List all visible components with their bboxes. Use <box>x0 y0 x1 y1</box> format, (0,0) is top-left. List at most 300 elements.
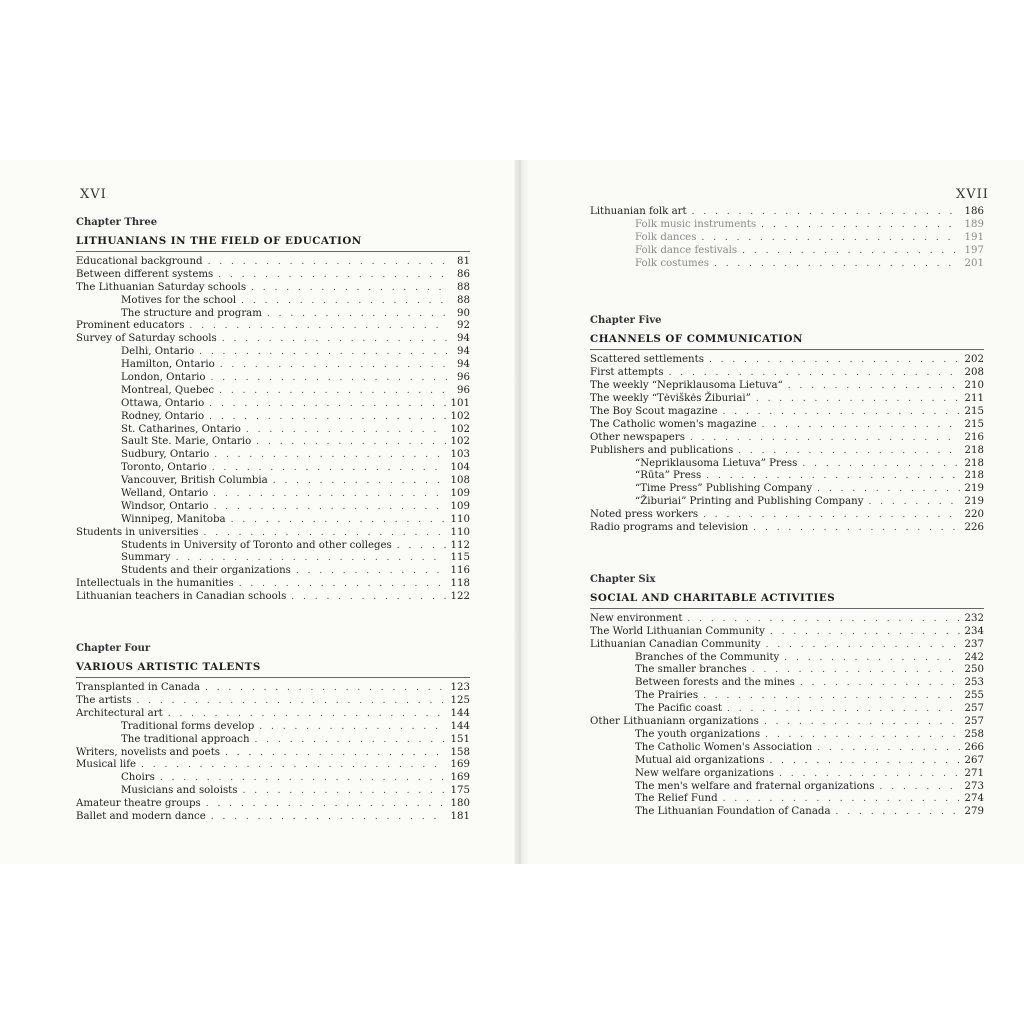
toc-entry <box>590 755 984 768</box>
dot-leader <box>214 449 445 462</box>
dot-leader <box>868 496 959 509</box>
toc-entry-page: 112 <box>450 539 470 551</box>
toc-entry-title: Windsor, Ontario <box>121 500 209 512</box>
toc-entry-title: The Catholic women's magazine <box>590 418 757 430</box>
toc-entry-page: 102 <box>450 423 470 435</box>
toc-entry-page: 116 <box>450 565 470 577</box>
dot-leader <box>742 245 959 258</box>
toc-entry-page: 90 <box>457 307 470 319</box>
toc-entry-page: 211 <box>964 393 984 405</box>
toc-entry <box>590 639 984 652</box>
toc-entry-page: 257 <box>964 716 984 728</box>
toc-entry-page: 279 <box>964 806 984 818</box>
toc-entry <box>76 398 470 411</box>
toc-entry <box>590 729 984 742</box>
dot-leader <box>723 406 960 419</box>
toc-entry <box>590 470 984 483</box>
toc-entry <box>590 206 984 219</box>
toc-entry <box>590 445 984 458</box>
toc-entry-page: 255 <box>964 690 984 702</box>
toc-entry <box>76 295 470 308</box>
toc-entry-title: Sudbury, Ontario <box>121 449 210 461</box>
toc-entry-title: Lithuanian Canadian Community <box>590 638 761 650</box>
toc-entry-page: 242 <box>964 651 984 663</box>
toc-entry-title: Rodney, Ontario <box>121 410 205 422</box>
toc-entry <box>76 785 470 798</box>
toc-entry <box>590 258 984 271</box>
dot-leader <box>817 742 959 755</box>
toc-entry <box>590 232 984 245</box>
chapter-label: Chapter Five <box>590 315 662 327</box>
toc-entry-page: 271 <box>964 767 984 779</box>
dot-leader <box>219 385 447 398</box>
toc-entry-page: 220 <box>964 509 984 521</box>
toc-entry-title: The smaller branches <box>635 664 747 676</box>
dot-leader <box>206 798 446 811</box>
toc-entry-page: 175 <box>450 785 470 797</box>
toc-entry <box>590 768 984 781</box>
toc-entry-title: New environment <box>590 612 683 624</box>
toc-entry-title: Toronto, Ontario <box>121 462 207 474</box>
toc-entry-page: 158 <box>450 746 470 758</box>
toc-entry-page: 102 <box>450 410 470 422</box>
dot-leader <box>176 552 446 565</box>
toc-entry-page: 122 <box>450 591 470 603</box>
dot-leader <box>692 206 960 219</box>
toc-entry-page: 88 <box>457 294 470 306</box>
toc-entry-page: 189 <box>964 218 984 230</box>
toc-entry-title: The traditional approach <box>121 733 250 745</box>
toc-entry-title: Between forests and the mines <box>635 677 795 689</box>
toc-entry-page: 96 <box>457 372 470 384</box>
dot-leader <box>255 734 446 747</box>
toc-entry <box>590 703 984 716</box>
toc-entry-page: 250 <box>964 664 984 676</box>
toc-entry <box>76 747 470 760</box>
toc-entry-title: Transplanted in Canada <box>76 682 200 694</box>
toc-entry-title: Between different systems <box>76 268 214 280</box>
dot-leader <box>225 747 446 760</box>
toc-entry-title: First attempts <box>590 367 664 379</box>
toc-entry <box>590 245 984 258</box>
toc-entry-title: Educational background <box>76 256 203 267</box>
toc-entry-title: Lithuanian folk art <box>590 206 687 217</box>
toc-entry-page: 180 <box>450 798 470 810</box>
toc-entry-title: The Pacific coast <box>635 703 723 715</box>
toc-entry <box>76 269 470 282</box>
toc-entry-page: 218 <box>964 444 984 456</box>
toc-entry <box>76 682 470 695</box>
toc-entry <box>76 565 470 578</box>
toc-entry-title: Ottawa, Ontario <box>121 397 205 409</box>
toc-entry-title: Montreal, Quebec <box>121 384 215 396</box>
toc-entry-page: 144 <box>450 720 470 732</box>
dot-leader <box>251 282 447 295</box>
dot-leader <box>199 346 447 359</box>
toc-entry <box>76 734 470 747</box>
chapter-rule <box>590 349 984 350</box>
toc-entry-page: 110 <box>450 526 470 538</box>
toc-entry <box>76 514 470 527</box>
dot-leader <box>802 458 959 471</box>
chapter-label: Chapter Three <box>76 217 158 228</box>
dot-leader <box>205 682 446 695</box>
dot-leader <box>766 639 960 652</box>
dot-leader <box>779 768 960 781</box>
toc-entry-title: The weekly “Tėviškės Žiburiai” <box>590 393 751 405</box>
toc-entry-title: Sault Ste. Marie, Ontario <box>121 436 252 448</box>
toc-entry-title: Noted press workers <box>590 509 699 521</box>
toc-entry-title: Winnipeg, Manitoba <box>121 513 226 525</box>
toc-entry-page: 109 <box>450 500 470 512</box>
toc-entry-page: 266 <box>964 741 984 753</box>
dot-leader <box>727 703 960 716</box>
dot-leader <box>770 626 960 639</box>
dot-leader <box>690 432 960 445</box>
dot-leader <box>723 793 960 806</box>
dot-leader <box>880 781 960 794</box>
dot-leader <box>267 308 447 321</box>
toc-entry-page: 208 <box>964 367 984 379</box>
toc-entry <box>590 367 984 380</box>
toc-entry-title: The artists <box>76 694 132 706</box>
toc-entry-page: 94 <box>457 333 470 345</box>
toc-entry-page: 215 <box>964 406 984 418</box>
toc-entry-list <box>590 354 984 534</box>
toc-entry-page: 219 <box>964 496 984 508</box>
toc-entry-page: 257 <box>964 703 984 715</box>
dot-leader <box>273 475 446 488</box>
chapter-title: LITHUANIANS IN THE FIELD OF EDUCATION <box>76 235 362 247</box>
toc-entry-page: 186 <box>964 206 984 217</box>
toc-entry-page: 274 <box>964 793 984 805</box>
toc-entry-page: 103 <box>450 449 470 461</box>
toc-entry-page: 86 <box>457 268 470 280</box>
toc-entry <box>590 716 984 729</box>
toc-entry-page: 169 <box>450 772 470 784</box>
toc-entry-title: Summary <box>121 552 171 564</box>
toc-entry-list <box>590 613 984 819</box>
toc-entry-page: 101 <box>450 397 470 409</box>
toc-entry-page: 81 <box>457 256 470 267</box>
toc-entry-page: 104 <box>450 462 470 474</box>
toc-entry <box>76 385 470 398</box>
dot-leader <box>756 393 960 406</box>
chapter-label: Chapter Four <box>76 643 151 655</box>
toc-entry-title: The Lithuanian Foundation of Canada <box>635 806 831 818</box>
toc-entry-title: Prominent educators <box>76 320 185 332</box>
toc-entry-title: The structure and program <box>121 307 262 319</box>
toc-entry <box>590 664 984 677</box>
toc-entry <box>590 219 984 232</box>
dot-leader <box>764 716 960 729</box>
toc-entry <box>590 806 984 819</box>
toc-entry-page: 102 <box>450 436 470 448</box>
toc-entry-title: Architectural art <box>76 707 163 719</box>
toc-entry-title: Branches of the Community <box>635 651 780 663</box>
dot-leader <box>189 320 447 333</box>
toc-entry <box>76 436 470 449</box>
toc-entry-title: Choirs <box>121 772 155 784</box>
toc-entry <box>590 793 984 806</box>
toc-entry-page: 201 <box>964 257 984 269</box>
dot-leader <box>836 806 960 819</box>
toc-entry-title: Welland, Ontario <box>121 488 209 500</box>
dot-leader <box>256 436 445 449</box>
toc-entry <box>76 346 470 359</box>
toc-entry-page: 218 <box>964 457 984 469</box>
toc-entry <box>76 527 470 540</box>
toc-entry-page: 258 <box>964 728 984 740</box>
toc-entry-page: 110 <box>450 513 470 525</box>
toc-entry <box>76 282 470 295</box>
toc-entry-page: 94 <box>457 346 470 358</box>
dot-leader <box>703 509 959 522</box>
dot-leader <box>168 708 446 721</box>
dot-leader <box>817 483 959 496</box>
toc-entry <box>76 708 470 721</box>
dot-leader <box>209 411 445 424</box>
chapter-label: Chapter Six <box>590 573 656 585</box>
toc-entry-title: The Catholic Women's Association <box>635 741 813 753</box>
toc-entry-page: 118 <box>450 578 470 590</box>
toc-entry-title: The Lithuanian Saturday schools <box>76 281 247 293</box>
toc-entry <box>76 372 470 385</box>
toc-entry <box>76 475 470 488</box>
toc-entry-title: Folk dance festivals <box>635 244 738 256</box>
toc-entry <box>590 742 984 755</box>
toc-entry <box>590 380 984 393</box>
toc-entry-page: 125 <box>450 694 470 706</box>
toc-entry-title: Survey of Saturday schools <box>76 333 217 345</box>
toc-entry-list <box>76 256 470 604</box>
dot-leader <box>259 721 445 734</box>
dot-leader <box>706 470 959 483</box>
toc-entry-title: Other Lithuaniann organizations <box>590 716 759 728</box>
dot-leader <box>211 811 446 824</box>
dot-leader <box>291 591 445 604</box>
right-toc-column <box>590 206 984 819</box>
toc-entry-title: Folk costumes <box>635 257 709 269</box>
toc-entry-title: Musicians and soloists <box>121 785 238 797</box>
toc-entry <box>76 488 470 501</box>
toc-entry-page: 253 <box>964 677 984 689</box>
toc-entry-page: 94 <box>457 359 470 371</box>
toc-entry-title: Motives for the school <box>121 294 237 306</box>
toc-entry-title: Amateur theatre groups <box>76 798 201 810</box>
toc-entry-page: 216 <box>964 431 984 443</box>
dot-leader <box>714 258 960 271</box>
toc-entry <box>590 613 984 626</box>
toc-entry-page: 215 <box>964 418 984 430</box>
book-gutter <box>514 160 528 864</box>
toc-entry-page: 267 <box>964 754 984 766</box>
toc-entry <box>590 419 984 432</box>
toc-entry-title: The World Lithuanian Community <box>590 625 765 637</box>
dot-leader <box>208 256 447 269</box>
dot-leader <box>769 755 959 768</box>
toc-entry <box>590 509 984 522</box>
toc-entry <box>590 406 984 419</box>
dot-leader <box>765 729 959 742</box>
toc-entry <box>590 677 984 690</box>
dot-leader <box>211 372 448 385</box>
toc-entry-page: 108 <box>450 475 470 487</box>
toc-entry-title: Publishers and publications <box>590 444 734 456</box>
toc-entry <box>76 721 470 734</box>
toc-entry <box>590 522 984 535</box>
toc-entry-title: Traditional forms develop <box>121 720 255 732</box>
dot-leader <box>136 695 445 708</box>
toc-entry-title: Students in University of Toronto and other colleges <box>121 539 392 551</box>
dot-leader <box>687 613 959 626</box>
left-page-number: XVI <box>80 187 107 202</box>
toc-entry <box>76 759 470 772</box>
toc-entry <box>76 462 470 475</box>
dot-leader <box>214 501 446 514</box>
chapter-rule <box>76 677 470 678</box>
toc-entry <box>76 449 470 462</box>
toc-entry-title: Intellectuals in the humanities <box>76 578 234 590</box>
toc-entry-title: “Time Press” Publishing Company <box>635 483 813 495</box>
toc-entry-page: 144 <box>450 707 470 719</box>
toc-entry-title: Musical life <box>76 759 137 771</box>
dot-leader <box>239 578 446 591</box>
toc-entry <box>76 501 470 514</box>
toc-entry-title: Delhi, Ontario <box>121 346 195 358</box>
dot-leader <box>246 424 446 437</box>
dot-leader <box>669 367 960 380</box>
toc-entry <box>590 432 984 445</box>
toc-entry-page: 273 <box>964 780 984 792</box>
dot-leader <box>788 380 960 393</box>
toc-entry <box>590 458 984 471</box>
toc-entry-list <box>590 206 984 270</box>
dot-leader <box>222 333 447 346</box>
toc-entry <box>76 811 470 824</box>
toc-entry-page: 88 <box>457 281 470 293</box>
toc-entry-title: Students in universities <box>76 526 199 538</box>
toc-entry <box>590 781 984 794</box>
toc-entry <box>590 690 984 703</box>
toc-entry-title: The Boy Scout magazine <box>590 406 718 418</box>
toc-entry-page: 151 <box>450 733 470 745</box>
chapter-title: SOCIAL AND CHARITABLE ACTIVITIES <box>590 591 836 604</box>
toc-entry-title: “Žiburiai” Printing and Publishing Company <box>635 496 864 508</box>
toc-entry-page: 234 <box>964 625 984 637</box>
dot-leader <box>160 772 446 785</box>
toc-entry-title: Writers, novelists and poets <box>76 746 221 758</box>
toc-entry-page: 115 <box>450 552 470 564</box>
toc-entry <box>76 695 470 708</box>
toc-entry <box>76 333 470 346</box>
toc-entry-page: 169 <box>450 759 470 771</box>
dot-leader <box>784 652 959 665</box>
dot-leader <box>761 219 959 232</box>
toc-entry-title: Folk dances <box>635 231 697 243</box>
dot-leader <box>243 785 446 798</box>
toc-entry-title: New welfare organizations <box>635 767 775 779</box>
dot-leader <box>703 690 959 703</box>
toc-entry-title: Mutual aid organizations <box>635 754 765 766</box>
toc-entry-title: Folk music instruments <box>635 218 757 230</box>
toc-entry-title: Radio programs and television <box>590 522 749 534</box>
dot-leader <box>753 522 959 535</box>
toc-entry-title: Vancouver, British Columbia <box>121 475 268 487</box>
toc-entry <box>76 552 470 565</box>
toc-entry-title: “Nepriklausoma Lietuva” Press <box>635 457 798 469</box>
dot-leader <box>752 664 960 677</box>
toc-entry-title: Students and their organizations <box>121 565 291 577</box>
toc-entry <box>76 256 470 269</box>
dot-leader <box>218 269 447 282</box>
toc-entry <box>76 772 470 785</box>
toc-entry-title: “Rūta” Press <box>635 470 702 482</box>
toc-entry-page: 218 <box>964 470 984 482</box>
dot-leader <box>212 462 446 475</box>
toc-entry <box>76 320 470 333</box>
toc-entry-page: 226 <box>964 522 984 534</box>
toc-entry <box>590 393 984 406</box>
toc-entry <box>76 411 470 424</box>
left-toc-column <box>76 206 470 824</box>
dot-leader <box>204 527 446 540</box>
toc-entry-title: The Relief Fund <box>635 793 718 805</box>
chapter-title: VARIOUS ARTISTIC TALENTS <box>76 661 261 674</box>
chapter-rule <box>76 251 470 252</box>
toc-entry <box>76 540 470 553</box>
toc-entry <box>590 626 984 639</box>
dot-leader <box>241 295 447 308</box>
toc-entry-list <box>76 682 470 824</box>
dot-leader <box>762 419 960 432</box>
toc-entry-title: The Prairies <box>635 690 699 702</box>
toc-entry-page: 191 <box>964 231 984 243</box>
dot-leader <box>701 232 959 245</box>
dot-leader <box>800 677 960 690</box>
dot-leader <box>709 354 960 367</box>
toc-entry <box>590 652 984 665</box>
toc-entry-title: The youth organizations <box>635 728 761 740</box>
dot-leader <box>231 514 446 527</box>
dot-leader <box>397 540 446 553</box>
toc-entry-page: 96 <box>457 384 470 396</box>
toc-entry-page: 92 <box>457 320 470 332</box>
dot-leader <box>213 488 445 501</box>
toc-entry-page: 237 <box>964 638 984 650</box>
toc-entry <box>590 483 984 496</box>
toc-entry <box>76 798 470 811</box>
toc-entry-title: London, Ontario <box>121 372 206 384</box>
toc-entry <box>76 424 470 437</box>
toc-entry-title: St. Catharines, Ontario <box>121 423 241 435</box>
dot-leader <box>738 445 959 458</box>
toc-entry-title: Hamilton, Ontario <box>121 359 215 371</box>
toc-entry <box>590 496 984 509</box>
toc-entry-title: Ballet and modern dance <box>76 810 206 822</box>
toc-entry <box>76 359 470 372</box>
dot-leader <box>209 398 445 411</box>
toc-entry-page: 210 <box>964 380 984 392</box>
toc-entry-page: 202 <box>964 354 984 366</box>
toc-entry-title: Lithuanian teachers in Canadian schools <box>76 591 287 603</box>
toc-entry-page: 109 <box>450 488 470 500</box>
chapter-title: CHANNELS OF COMMUNICATION <box>590 333 803 346</box>
toc-entry-title: Other newspapers <box>590 431 685 443</box>
toc-entry <box>76 591 470 604</box>
toc-entry-page: 219 <box>964 483 984 495</box>
toc-entry-page: 197 <box>964 244 984 256</box>
